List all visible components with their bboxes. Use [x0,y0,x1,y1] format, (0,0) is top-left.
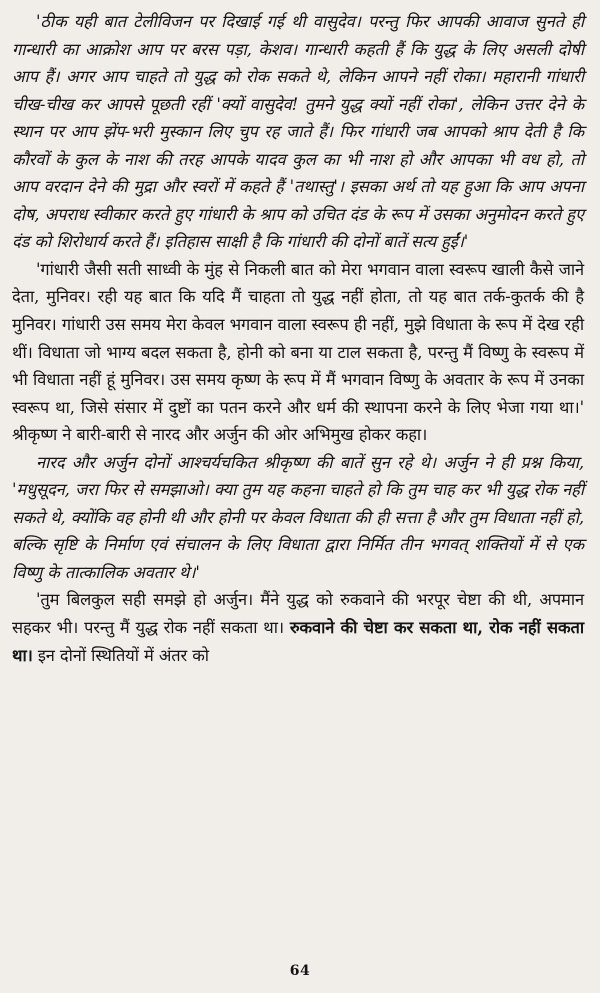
paragraph-3: नारद और अर्जुन दोनों आश्चर्यचकित श्रीकृष्ण की बातें सुन रहे थे। अर्जुन ने ही प्रश्न किया, 'मधुसूदन, जरा फिर से समझाओ। क्या तुम यह कहना चाहते हो कि तुम चाह कर भी युद्ध रोक नहीं सकते थे, क्योंकि वह होनी थी और होनी पर केवल विधाता की ही सत्ता है और तुम विधाता नहीं हो, बल्कि सृष्टि के निर्माण एवं संचालन के लिए विधाता द्वारा निर्मित तीन भगवत् शक्तियों में से एक विष्णु के तात्कालिक अवतार थे।' [12,452,584,582]
paragraph-4 [12,586,584,669]
paragraph-1: 'ठीक यही बात टेलीविजन पर दिखाई गई थी वासुदेव। परन्तु फिर आपकी आवाज सुनते ही गान्धारी का आक्रोश आप पर बरस पड़ा, केशव। गान्धारी कहती हैं कि युद्ध के लिए असली दोषी आप हैं। अगर आप चाहते तो युद्ध को रोक सकते थे, लेकिन आपने नहीं रोका। महारानी गांधारी चीख-चीख कर आपसे पूछती रहीं 'क्यों वासुदेव! तुमने युद्ध क्यों नहीं रोका', लेकिन उत्तर देने के स्थान पर आप झेंप-भरी मुस्कान लिए चुप रह जाते हैं। फिर गांधारी जब आपको श्राप देती है कि कौरवों के कुल के नाश की तरह आपके यादव कुल का भी नाश हो और आपका भी वध हो, तो आप वरदान देने की मुद्रा और स्वरों में कहते हैं 'तथास्तु'। इसका अर्थ तो यह हुआ कि आप अपना दोष, अपराध स्वीकार करते हुए गांधारी के श्राप को उचित दंड के रूप में उसका अनुमोदन करते हुए दंड को शिरोधार्य करते हैं। इतिहास साक्षी है कि गांधारी की दोनों बातें सत्य हुईं।' [12,12,584,252]
paragraph-4-bold-phrase: रुकवाने की चेष्टा कर सकता था, रोक नहीं सकता था। [12,618,584,665]
paragraph-4-end: इन दोनों स्थितियों में अंतर को [37,645,209,665]
paragraph-4-start: 'तुम बिलकुल सही समझे हो अर्जुन। मैंने युद्ध को रुकवाने की भरपूर चेष्टा की थी, अपमान सहकर भी। परन्तु मैं युद्ध रोक नहीं सकता था। [12,590,584,638]
page-number: 64 [289,963,311,979]
paragraph-2: 'गांधारी जैसी सती साध्वी के मुंह से निकली बात को मेरा भगवान वाला स्वरूप खाली कैसे जाने देता, मुनिवर। रही यह बात कि यदि मैं चाहता तो युद्ध नहीं होता, तो यह बात तर्क-कुतर्क की है मुनिवर। गांधारी उस समय मेरा केवल भगवान वाला स्वरूप ही नहीं, मुझे विधाता के रूप में देख रही थीं। विधाता जो भाग्य बदल सकता है, होनी को बना या टाल सकता है, परन्तु मैं विष्णु के स्वरूप में भी विधाता नहीं हूं मुनिवर। उस समय कृष्ण के रूप में मैं भगवान विष्णु के अवतार के रूप में उनका स्वरूप था, जिसे संसार में दुष्टों का पतन करने और धर्म की स्थापना करने के लिए भेजा गया था।' श्रीकृष्ण ने बारी-बारी से नारद और अर्जुन की ओर अभिमुख होकर कहा। [12,259,584,445]
